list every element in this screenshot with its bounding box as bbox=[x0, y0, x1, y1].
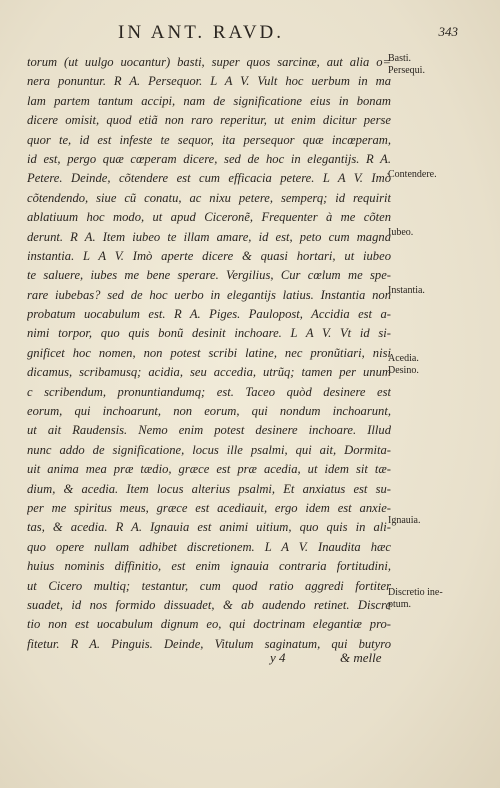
page-footer bbox=[0, 650, 500, 670]
text-line: eorum, qui inchoarunt, non eorum, qui nondum inchoarunt, bbox=[27, 404, 391, 419]
text-line: probatum uocabulum est. R A. Piges. Paulopost, Accidia est a- bbox=[27, 307, 391, 322]
text-line: nera ponuntur. R A. Persequor. L A V. Vult hoc uerbum in ma bbox=[27, 74, 391, 89]
text-line: tio non est uocabulum dignum eo, qui doctrinam elegantiæ pro- bbox=[27, 617, 391, 632]
text-line: id est, pergo quæ cœperam dicere, sed de hoc in elegantijs. R A. bbox=[27, 151, 391, 166]
text-line: Petere. Deinde, cõtendere est cum efficacia petere. L A V. Imò bbox=[27, 171, 391, 186]
text-line: ablatiuum hoc modo, ut apud Ciceronẽ, Frequenter à me cõten bbox=[27, 210, 391, 225]
page-header bbox=[118, 22, 458, 46]
margin-note-discretio-cont: ptum. bbox=[388, 599, 412, 610]
text-line: instantia. L A V. Imò aperte dicere & quasi hortari, ut iubeo bbox=[27, 248, 391, 263]
margin-note-instantia: Instantia. bbox=[388, 285, 425, 296]
text-line: te saluere, iubes me bene sperare. Vergilius, Cur cœlum me spe- bbox=[27, 268, 391, 283]
text-line: dium, & acedia. Item locus alterius psalmi, Et anxiatus est su- bbox=[27, 481, 391, 496]
signature-mark: y 4 bbox=[270, 650, 286, 665]
text-line: huius nominis diffinitio, est enim ignauia contraria fortitudini, bbox=[27, 559, 391, 574]
text-line: fitetur. R A. Pinguis. Deinde, Vitulum saginatum, qui butyro bbox=[27, 636, 391, 651]
text-line: torum (ut uulgo uocantur) basti, super quos sarcinæ, aut alia o= bbox=[27, 55, 391, 69]
margin-note-persequi: Persequi. bbox=[388, 65, 425, 76]
margin-note-acedia: Acedia. bbox=[388, 353, 419, 364]
margin-note-iubeo: Iubeo. bbox=[388, 227, 414, 238]
text-line: rare iubebas? sed de hoc uerbo in elegantijs latius. Instantia non bbox=[27, 287, 391, 302]
text-line: quo opere nullam adhibet discretionem. L A V. Inaudita hæc bbox=[27, 539, 391, 554]
text-line: uit anima mea præ tædio, græce est præ acedia, ut idem sit tæ- bbox=[27, 462, 391, 477]
text-line: gnificet hoc nomen, non potest scribi latine, nec pronũtiari, nisi bbox=[27, 345, 391, 360]
text-line: cõtendendo, siue cũ conatu, ac nixu petere, semperq; id requirit bbox=[27, 190, 391, 205]
text-line: ut ait Raudensis. Nemo enim potest desinere inchoare. Illud bbox=[27, 423, 391, 438]
text-line: dicamus, scribamusq; acidia, seu accedia, utrũq; tamen per unum bbox=[27, 365, 391, 380]
body-text bbox=[27, 53, 391, 654]
text-line: tas, & acedia. R A. Ignauia est animi uitium, quo quis in ali- bbox=[27, 520, 391, 535]
text-line: nunc addo de significatione, locus ille psalmi, qui ait, Dormita- bbox=[27, 442, 391, 457]
margin-note-basti: Basti. bbox=[388, 53, 412, 64]
text-line: c scribendum, pronuntiandumq; est. Taceo quòd desinere est bbox=[27, 384, 391, 399]
text-line: derunt. R A. Item iubeo te illam amare, id est, peto cum magna bbox=[27, 229, 391, 244]
margin-note-desino: Desino. bbox=[388, 365, 419, 376]
text-line: per me spiritus meus, græce est acediauit, ergo idem est anxie- bbox=[27, 500, 391, 515]
page-number: 343 bbox=[438, 24, 458, 39]
margin-note-contendere: Contendere. bbox=[388, 169, 437, 180]
text-line: nimi torpor, quo quis bonũ desinit inchoare. L A V. Vt id si- bbox=[27, 326, 391, 341]
catchword: & melle bbox=[340, 650, 382, 665]
margin-note-discretio: Discretio ine- bbox=[388, 587, 443, 598]
text-line: suadet, id nos formido dissuadet, & ab audendo retinet. Discre bbox=[27, 597, 391, 612]
text-line: dicere omisit, quod etiã non raro reperitur, ut enim dicitur perse bbox=[27, 113, 391, 128]
text-line: ut Cicero multiq; testantur, cum quod ratio aggredi fortiter bbox=[27, 578, 391, 593]
text-line: quor te, id est infeste te sequor, ita persequor quæ incœperam, bbox=[27, 132, 391, 147]
text-line: lam partem tantum accipi, nam de significatione eius in bonam bbox=[27, 93, 391, 108]
margin-note-ignauia: Ignauia. bbox=[388, 515, 421, 526]
running-title: IN ANT. RAVD. bbox=[118, 22, 285, 43]
